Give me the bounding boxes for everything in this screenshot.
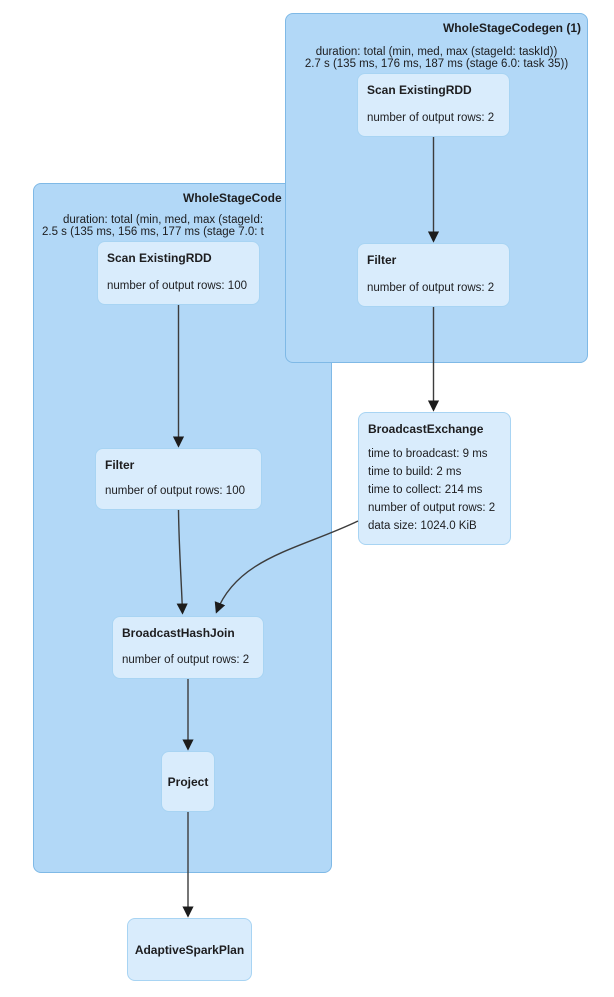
node-metric: number of output rows: 100 bbox=[105, 485, 245, 497]
node-filter-2[interactable] bbox=[95, 448, 262, 510]
node-title: BroadcastHashJoin bbox=[122, 626, 235, 640]
node-metric: data size: 1024.0 KiB bbox=[368, 520, 477, 532]
cluster-duration-line2: 2.5 s (135 ms, 156 ms, 177 ms (stage 7.0: t bbox=[42, 226, 264, 238]
node-title: AdaptiveSparkPlan bbox=[134, 942, 245, 957]
cluster-wholestagecodegen-1 bbox=[285, 13, 588, 363]
node-metric: time to build: 2 ms bbox=[368, 466, 462, 478]
node-broadcasthashjoin[interactable] bbox=[112, 616, 264, 679]
node-project[interactable] bbox=[161, 751, 215, 812]
node-title: BroadcastExchange bbox=[368, 422, 484, 436]
node-title: Scan ExistingRDD bbox=[107, 251, 212, 265]
node-filter-1[interactable] bbox=[357, 243, 510, 307]
node-title: Scan ExistingRDD bbox=[367, 83, 472, 97]
cluster-duration-line2: 2.7 s (135 ms, 176 ms, 187 ms (stage 6.0: task 35)) bbox=[304, 58, 569, 70]
node-metric: number of output rows: 2 bbox=[367, 112, 495, 124]
node-title: Filter bbox=[367, 253, 397, 267]
cluster-title: WholeStageCodegen (1) bbox=[442, 21, 581, 35]
node-metric: time to broadcast: 9 ms bbox=[368, 448, 488, 460]
node-metric: number of output rows: 100 bbox=[107, 280, 247, 292]
node-scan-existingrdd-2[interactable] bbox=[97, 241, 260, 305]
node-metric: number of output rows: 2 bbox=[122, 654, 250, 666]
cluster-title: WholeStageCode bbox=[183, 191, 282, 205]
cluster-duration-line1: duration: total (min, med, max (stageId: taskId)) bbox=[315, 46, 558, 58]
node-metric: number of output rows: 2 bbox=[367, 282, 495, 294]
node-metric: time to collect: 214 ms bbox=[368, 484, 483, 496]
node-scan-existingrdd-1[interactable] bbox=[357, 73, 510, 137]
node-title: Filter bbox=[105, 458, 135, 472]
cluster-duration-line1: duration: total (min, med, max (stageId: bbox=[63, 214, 264, 226]
node-metric: number of output rows: 2 bbox=[368, 502, 496, 514]
node-broadcastexchange[interactable] bbox=[358, 412, 511, 545]
node-adaptivesparkplan[interactable] bbox=[127, 918, 252, 981]
node-title: Project bbox=[167, 774, 209, 789]
